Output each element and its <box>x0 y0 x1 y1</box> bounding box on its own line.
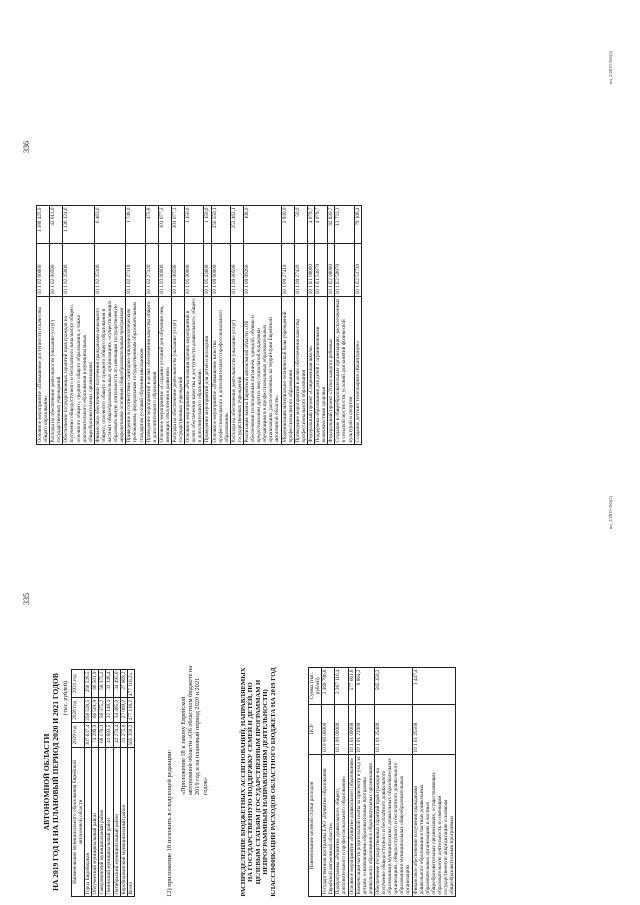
amount-cell: 13 722,3 <box>335 206 354 244</box>
csr-code: 10 1 09 00000 <box>211 244 230 297</box>
amount-cell: 577 661,8 <box>348 668 355 705</box>
expense-name: Проведение мероприятий в целях обеспечения качества профессионального образования <box>294 296 307 444</box>
expense-name: Компенсация части родительской платы за присмотр и уход за детьми, осваивающими образовательные программы дошкольного образования в образовательных организациях <box>355 756 374 895</box>
footer-code: пп_2/2019-285(2) <box>608 495 613 529</box>
csr-code: 10 1 09 00590 <box>230 244 243 297</box>
expense-name: Расходы на обеспечение деятельности (оказание услуг) государственных учреждений <box>171 296 184 444</box>
district-name: Смидовичский муниципальный район <box>99 747 106 896</box>
table-row <box>322 668 335 897</box>
amount-cell: 1 150,0 <box>204 206 211 244</box>
csr-code: 10 0 00 00000 <box>322 704 335 754</box>
csr-code: 10 1 02 25000 <box>63 244 94 297</box>
amount-cell: 256 550,1 <box>211 206 230 244</box>
csr-code: 10 1 00 00000 <box>335 704 348 754</box>
csr-code: 10 1 05 43600 <box>204 244 211 297</box>
csr-code: 10 1 02 27110 <box>126 244 145 297</box>
csr-code: 10 1 03 00000 <box>158 244 171 297</box>
unit-label: (тыс. рублей) <box>63 681 69 715</box>
amount-cell: 3 447,4 <box>412 668 456 705</box>
amount-cell: 4 079,7 <box>307 206 314 244</box>
amount-cell: 253 462,1 <box>230 206 243 244</box>
table-row <box>211 206 230 445</box>
paragraph-12: 12) приложение 18 изложить в следующей редакции: <box>166 749 173 897</box>
amount-cell: 31 275,0 <box>120 723 127 748</box>
csr-code: 10 1 02 25100 <box>94 244 125 297</box>
amount-cell: 1 136 124,6 <box>63 206 94 244</box>
page-335 <box>0 453 640 905</box>
expense-name: Создание детских технопарков «Кванториум» <box>354 296 361 444</box>
csr-code: 10 1 01 25400 <box>374 704 412 754</box>
family-support-table-continued <box>36 205 362 445</box>
district-name: Облученский муниципальный район <box>92 747 99 896</box>
table-row <box>185 206 204 445</box>
table-row <box>85 670 92 897</box>
district-name: Октябрьский муниципальный район <box>113 747 120 896</box>
amount-cell: 258 528,5 <box>85 699 92 721</box>
expense-name: Основное мероприятие «Реализация прочих мероприятий в целях обеспечения качества и доступности дошкольного, общего и дополнительного образования» <box>185 296 204 444</box>
table-row <box>294 206 307 445</box>
amount-cell: 8 864,2 <box>355 668 374 705</box>
column-header: ЦСР <box>309 704 322 754</box>
csr-code: 10 1 03 00590 <box>171 244 184 297</box>
amount-cell: 32 148,4 <box>106 698 113 723</box>
csr-code: 10 1 09 27420 <box>294 244 307 297</box>
column-header: Наименование целевой статьи расходов <box>309 755 322 897</box>
column-header: 2021 год <box>72 670 85 698</box>
table-row <box>204 206 211 445</box>
amount-cell: 43 613,0 <box>50 206 63 244</box>
csr-code: 10 1 09 09280 <box>244 244 282 297</box>
table-row <box>145 206 158 445</box>
expense-name: Модернизация материально-технической базы учреждений профессионального образования <box>281 296 294 444</box>
expense-name: Основное мероприятие «Повышение доступности и качества общего образования» <box>37 296 50 444</box>
table-row <box>94 206 125 445</box>
table-row <box>127 670 134 897</box>
amount-cell: 92 830,7 <box>328 206 335 244</box>
district-name: Всего <box>127 747 134 896</box>
table-row <box>354 206 361 445</box>
table-row <box>171 206 184 445</box>
amount-cell: 58 375,2 <box>99 670 106 698</box>
csr-code: 10 1 E2 51730 <box>354 244 361 297</box>
expense-name: Финансовое обеспечение получения гражданами дошкольного образования в частных дошкольных образовательных организациях и частных общеобразовательных организациях, осуществляющих образовательную деятельность по имеющим государственную аккредитацию основным общеобразовательным программам <box>412 755 456 897</box>
table-row <box>355 668 374 897</box>
amount-cell: 4 079,7 <box>315 206 328 244</box>
heading-line-1: АВТОНОМНОЙ ОБЛАСТИ <box>42 733 51 831</box>
expense-name: Финансовое обеспечение получения гражданами начального общего, основного общего и среднего общего образования в частных общеобразовательных организациях, осуществляющих образовательную деятельность по имеющим государственную аккредитацию основным общеобразовательным программам <box>94 296 125 444</box>
table-row <box>328 206 335 445</box>
footer-code: пп_2/2019-285(2) <box>608 50 613 84</box>
appendix-reference: «Приложение 18 к закону Еврейской автономной области «Об областном бюджете на 2019 год и на плановый период 2020 и 2021 годов» <box>180 665 209 795</box>
amount-cell: 58 375,2 <box>99 698 106 723</box>
amount-cell: 2 469 796,8 <box>322 668 335 705</box>
amount-cell: 1 150,0 <box>185 206 204 244</box>
amount-cell: 101 677,3 <box>171 206 184 244</box>
expense-name: Основное мероприятие «Повышение качества профессионального и дополнительного профессионального образования» <box>211 296 230 444</box>
amount-cell: 565 350,2 <box>127 724 134 746</box>
table-row <box>335 668 348 897</box>
csr-code: 10 1 E1 51870 <box>315 244 328 297</box>
column-header: Сумма (тыс. рублей) <box>309 668 322 705</box>
table-row <box>281 206 294 445</box>
csr-code: 10 1 E2 00000 <box>328 244 335 297</box>
table-row <box>106 670 113 897</box>
expense-name: Федеральный проект «Успех каждого ребенка» <box>328 296 335 444</box>
amount-cell: 477 118,2». <box>127 671 134 696</box>
amount-cell: 32 148,4 <box>106 670 113 698</box>
expense-name: Основное мероприятие «Создание условий для обучения лиц, имеющих отклонения в развитии» <box>158 296 171 444</box>
csr-code: 10 1 02 00590 <box>50 244 63 297</box>
table-row <box>37 206 50 445</box>
amount-cell: 1 748,0 <box>126 206 145 244</box>
table-row <box>99 670 106 897</box>
table-row <box>348 668 355 897</box>
amount-cell: 1 188 425,0 <box>37 206 50 244</box>
amount-cell: 2 267 116,4 <box>335 668 348 705</box>
distribution-table-heading: РАСПРЕДЕЛЕНИЕ БЮДЖЕТНЫХ АССИГНОВАНИЙ, НАПРАВЛЯЕМЫХ НА ГОСУДАРСТВЕННУЮ ПОДДЕРЖКУ СЕМЕЙ И ДЕТЕЙ, ПО ЦЕЛЕВЫМ СТАТЬЯМ (ГОСУДАРСТВЕННЫМ ПРОГРАММАМ И НЕПРОГРАММНЫМ НАПРАВЛЕНИЯМ ДЕЯТЕЛЬНОСТИ) КЛАССИФИКАЦИИ РАСХОДОВ ОБЛАСТНОГО БЮДЖЕТА НА 2019 ГОД <box>240 667 277 897</box>
amount-cell: 108,0 <box>244 206 282 244</box>
page-heading <box>42 667 60 897</box>
amount-cell: 42 274,4 <box>113 723 120 748</box>
expense-name: Федеральный проект «Современная школа» <box>307 296 314 444</box>
expense-name: Расходы на обеспечение деятельности (оказание услуг) государственных учреждений <box>230 296 243 444</box>
amount-cell: 475,8 <box>145 206 158 244</box>
csr-code: 10 1 09 27410 <box>281 244 294 297</box>
amount-cell: 34 495,0 <box>113 670 120 698</box>
amount-cell: 66 501,9 <box>92 670 99 698</box>
expense-name: Создание в общеобразовательных организациях, расположенных в сельской местности, условий для занятий физической культурой и спортом <box>335 296 354 444</box>
amount-cell: 565 350,2 <box>374 668 412 705</box>
table-row <box>412 668 456 897</box>
table-row <box>120 670 127 897</box>
amount-cell: 101 677,3 <box>158 206 171 244</box>
csr-code: 10 1 01 21000 <box>355 704 374 754</box>
expense-name: Приведение в соответствие санитарно-эпидемиологическим требованиям, федеральным государственным образовательным стандартам условий обучения школьников <box>126 296 145 444</box>
table-row <box>113 670 120 897</box>
amount-cell: 74 299,9 <box>92 723 99 748</box>
csr-code: 10 1 01 25500 <box>412 704 456 754</box>
csr-code: 10 1 E1 00000 <box>307 244 314 297</box>
column-header: 2020 год <box>72 698 85 723</box>
amount-cell: 27 069,2 <box>120 670 127 698</box>
table-row <box>50 206 63 445</box>
amount-cell: 66 501,9 <box>92 698 99 723</box>
amount-cell: 307 637,4 <box>85 724 92 746</box>
table-row <box>230 206 243 445</box>
csr-code: 10 1 02 00000 <box>37 244 50 297</box>
table-row <box>335 206 354 445</box>
district-name: Город Биробиджан <box>85 747 92 896</box>
table-row <box>158 206 171 445</box>
amount-cell: 27 069,2 <box>120 698 127 723</box>
expense-name: Поддержка образования для детей с ограниченными возможностями здоровья <box>315 296 328 444</box>
expense-name: Проведение мероприятий в целях обеспечения качества общего и дополнительного образования <box>145 296 158 444</box>
expense-name: Подпрограмма «Развитие дошкольного, общего, дополнительного и профессионального образования» <box>335 755 348 897</box>
expense-name: Государственная программа ЕАО «Развитие образования Еврейской автономной области» <box>322 755 335 897</box>
amount-cell: 68 170,3 <box>99 723 106 748</box>
table-row <box>307 206 314 445</box>
table-row <box>244 206 282 445</box>
expense-name: Расходы на обеспечение деятельности (оказание услуг) государственных учреждений <box>50 296 63 444</box>
amount-cell: 2 930,0 <box>281 206 294 244</box>
expense-name: Обеспечение государственных гарантий прав граждан на получение общедоступного и бесплатного начального общего, основного общего, среднего общего образования, а также дополнительного образования в муниципальных общеобразовательных организациях <box>63 296 94 444</box>
table-row <box>374 668 412 897</box>
column-header: 2019 год <box>72 723 85 748</box>
expense-name: Обеспечение государственных гарантий прав граждан на получение общедоступного и бесплатного дошкольного образования в муниципальных дошкольных образовательных организациях, общедоступного и бесплатного дошкольного образования в муниципальных общеобразовательных организациях <box>374 755 412 897</box>
municipal-allocation-table <box>71 669 135 897</box>
amount-cell: 258 528,5 <box>85 670 92 698</box>
page-number: 336 <box>22 141 31 153</box>
csr-code: 10 1 05 00000 <box>185 244 204 297</box>
table-row <box>63 206 94 445</box>
family-support-table <box>308 667 456 897</box>
heading-line-2: НА 2019 ГОД И НА ПЛАНОВЫЙ ПЕРИОД 2020 И 2021 ГОДОВ <box>51 673 60 891</box>
amount-cell: 477 118,2 <box>127 698 134 723</box>
table-row <box>126 206 145 445</box>
expense-name: Основное мероприятие «Развитие дошкольного образования» <box>348 755 355 897</box>
csr-code: 10 1 E2 50970 <box>335 244 354 297</box>
table-row <box>315 206 328 445</box>
table-row <box>92 670 99 897</box>
column-header: Наименование муниципального образования Еврейской автономной области <box>72 747 85 896</box>
amount-cell: 6 463,6 <box>94 206 125 244</box>
amount-cell: 34 495,0 <box>113 698 120 723</box>
page-number: 335 <box>22 593 31 605</box>
amount-cell: 41 693,5 <box>106 723 113 748</box>
expense-name: Реализация закона Еврейской автономной области «Об обеспечении полноценным питанием, одеждой, обувью и предоставлении других мер социальной поддержки обучающимся в профессиональных образовательных организациях, расположенных на территории Еврейской автономной области» <box>244 296 282 444</box>
amount-cell: 50,0 <box>294 206 307 244</box>
district-name: Биробиджанский муниципальный район <box>120 747 127 896</box>
expense-name: Проведение мероприятий для детей и молодежи <box>204 296 211 444</box>
district-name: Ленинский муниципальный район <box>106 747 113 896</box>
csr-code: 10 1 02 27120 <box>145 244 158 297</box>
amount-cell: 79 108,4 <box>354 206 361 244</box>
csr-code: 10 1 01 00000 <box>348 704 355 754</box>
